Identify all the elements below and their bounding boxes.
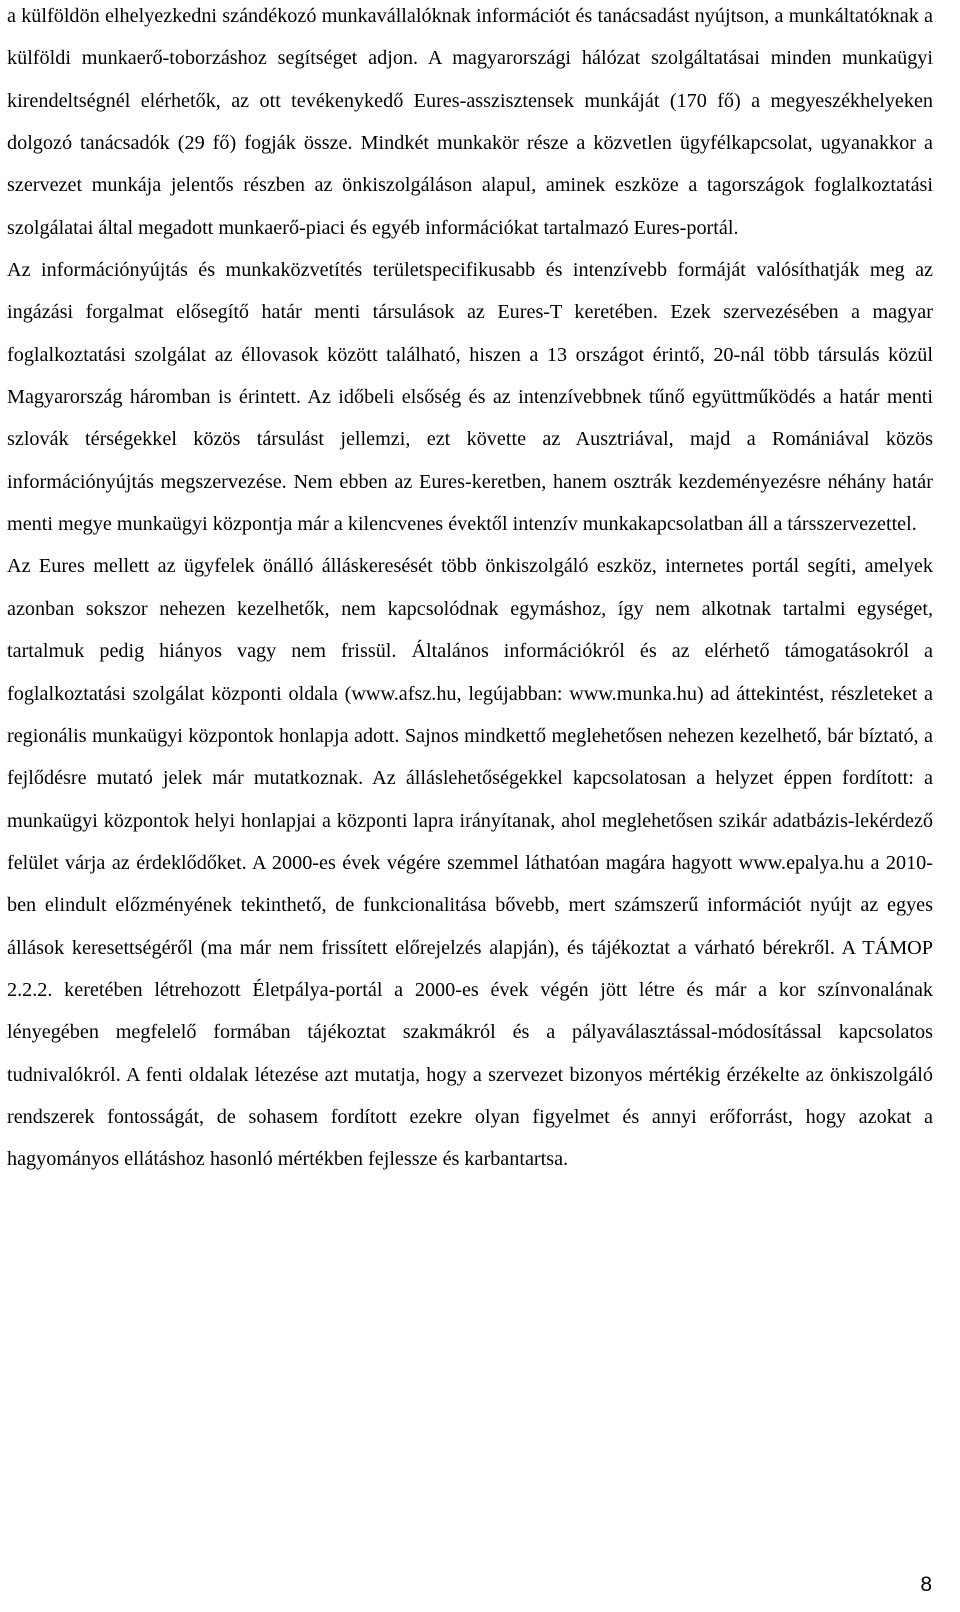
- paragraph-self-service-portals: Az Eures mellett az ügyfelek önálló álláskeresését több önkiszolgáló eszköz, internetes portál segíti, amelyek azonban sokszor nehezen kezelhetők, nem kapcsolódnak egymáshoz, így nem alkotnak tartalmi egységet, tartalmuk pedig hiányos vagy nem frissül. Általános információkról és az elérhető támogatásokról a foglalkoztatási szolgálat központi oldala (www.afsz.hu, legújabban: www.munka.hu) ad áttekintést, részleteket a regionális munkaügyi központok honlapja adott. Sajnos mindkettő meglehetősen nehezen kezelhető, bár bíztató, a fejlődésre mutató jelek már mutatkoznak. Az álláslehetőségekkel kapcsolatosan a helyzet éppen fordított: a munkaügyi központok helyi honlapjai a központi lapra irányítanak, ahol meglehetősen szikár adatbázis-lekérdező felület várja az érdeklődőket. A 2000-es évek végére szemmel láthatóan magára hagyott www.epalya.hu a 2010-ben elindult előzményének tekinthető, de funkcionalitása bővebb, mert számszerű információt nyújt az egyes állások keresettségéről (ma már nem frissített előrejelzés alapján), és tájékoztat a várható bérekről. A TÁMOP 2.2.2. keretében létrehozott Életpálya-portál a 2000-es évek végén jött létre és már a kor színvonalának lényegében megfelelő formában tájékoztat szakmákról és a pályaválasztással-módosítással kapcsolatos tudnivalókról. A fenti oldalak létezése azt mutatja, hogy a szervezet bizonyos mértékig érzékelte az önkiszolgáló rendszerek fontosságát, de sohasem fordított ezekre olyan figyelmet és annyi erőforrást, hogy azokat a hagyományos ellátáshoz hasonló mértékben fejlessze és karbantartsa.: [7, 555, 933, 1171]
- paragraph-eures-network: a külföldön elhelyezkedni szándékozó munkavállalóknak információt és tanácsadást nyújtson, a munkáltatóknak a külföldi munkaerő-toborzáshoz segítséget adjon. A magyarországi hálózat szolgáltatásai minden munkaügyi kirendeltségnél elérhetők, az ott tevékenykedő Eures-asszisztensek munkáját (170 fő) a megyeszékhelyeken dolgozó tanácsadók (29 fő) fogják össze. Mindkét munkakör része a közvetlen ügyfélkapcsolat, ugyanakkor a szervezet munkája jelentős részben az önkiszolgáláson alapul, aminek eszköze a tagországok foglalkoztatási szolgálatai által megadott munkaerő-piaci és egyéb információkat tartalmazó Eures-portál.: [7, 5, 933, 239]
- page-number: 8: [920, 1573, 932, 1596]
- paragraph-eures-t-partnerships: Az információnyújtás és munkaközvetítés területspecifikusabb és intenzívebb formáját valósíthatják meg az ingázási forgalmat elősegítő határ menti társulások az Eures-T keretében. Ezek szervezésében a magyar foglalkoztatási szolgálat az éllovasok között található, hiszen a 13 országot érintő, 20-nál több társulás közül Magyarország háromban is érintett. Az időbeli elsőség és az intenzívebbnek tűnő együttműködés a határ menti szlovák térségekkel közös társulást jellemzi, ezt követte az Ausztriával, majd a Romániával közös információnyújtás megszervezése. Nem ebben az Eures-keretben, hanem osztrák kezdeményezésre néhány határ menti megye munkaügyi központja már a kilencvenes évektől intenzív munkakapcsolatban áll a társszervezettel.: [7, 259, 933, 536]
- document-page: [7, 0, 933, 1181]
